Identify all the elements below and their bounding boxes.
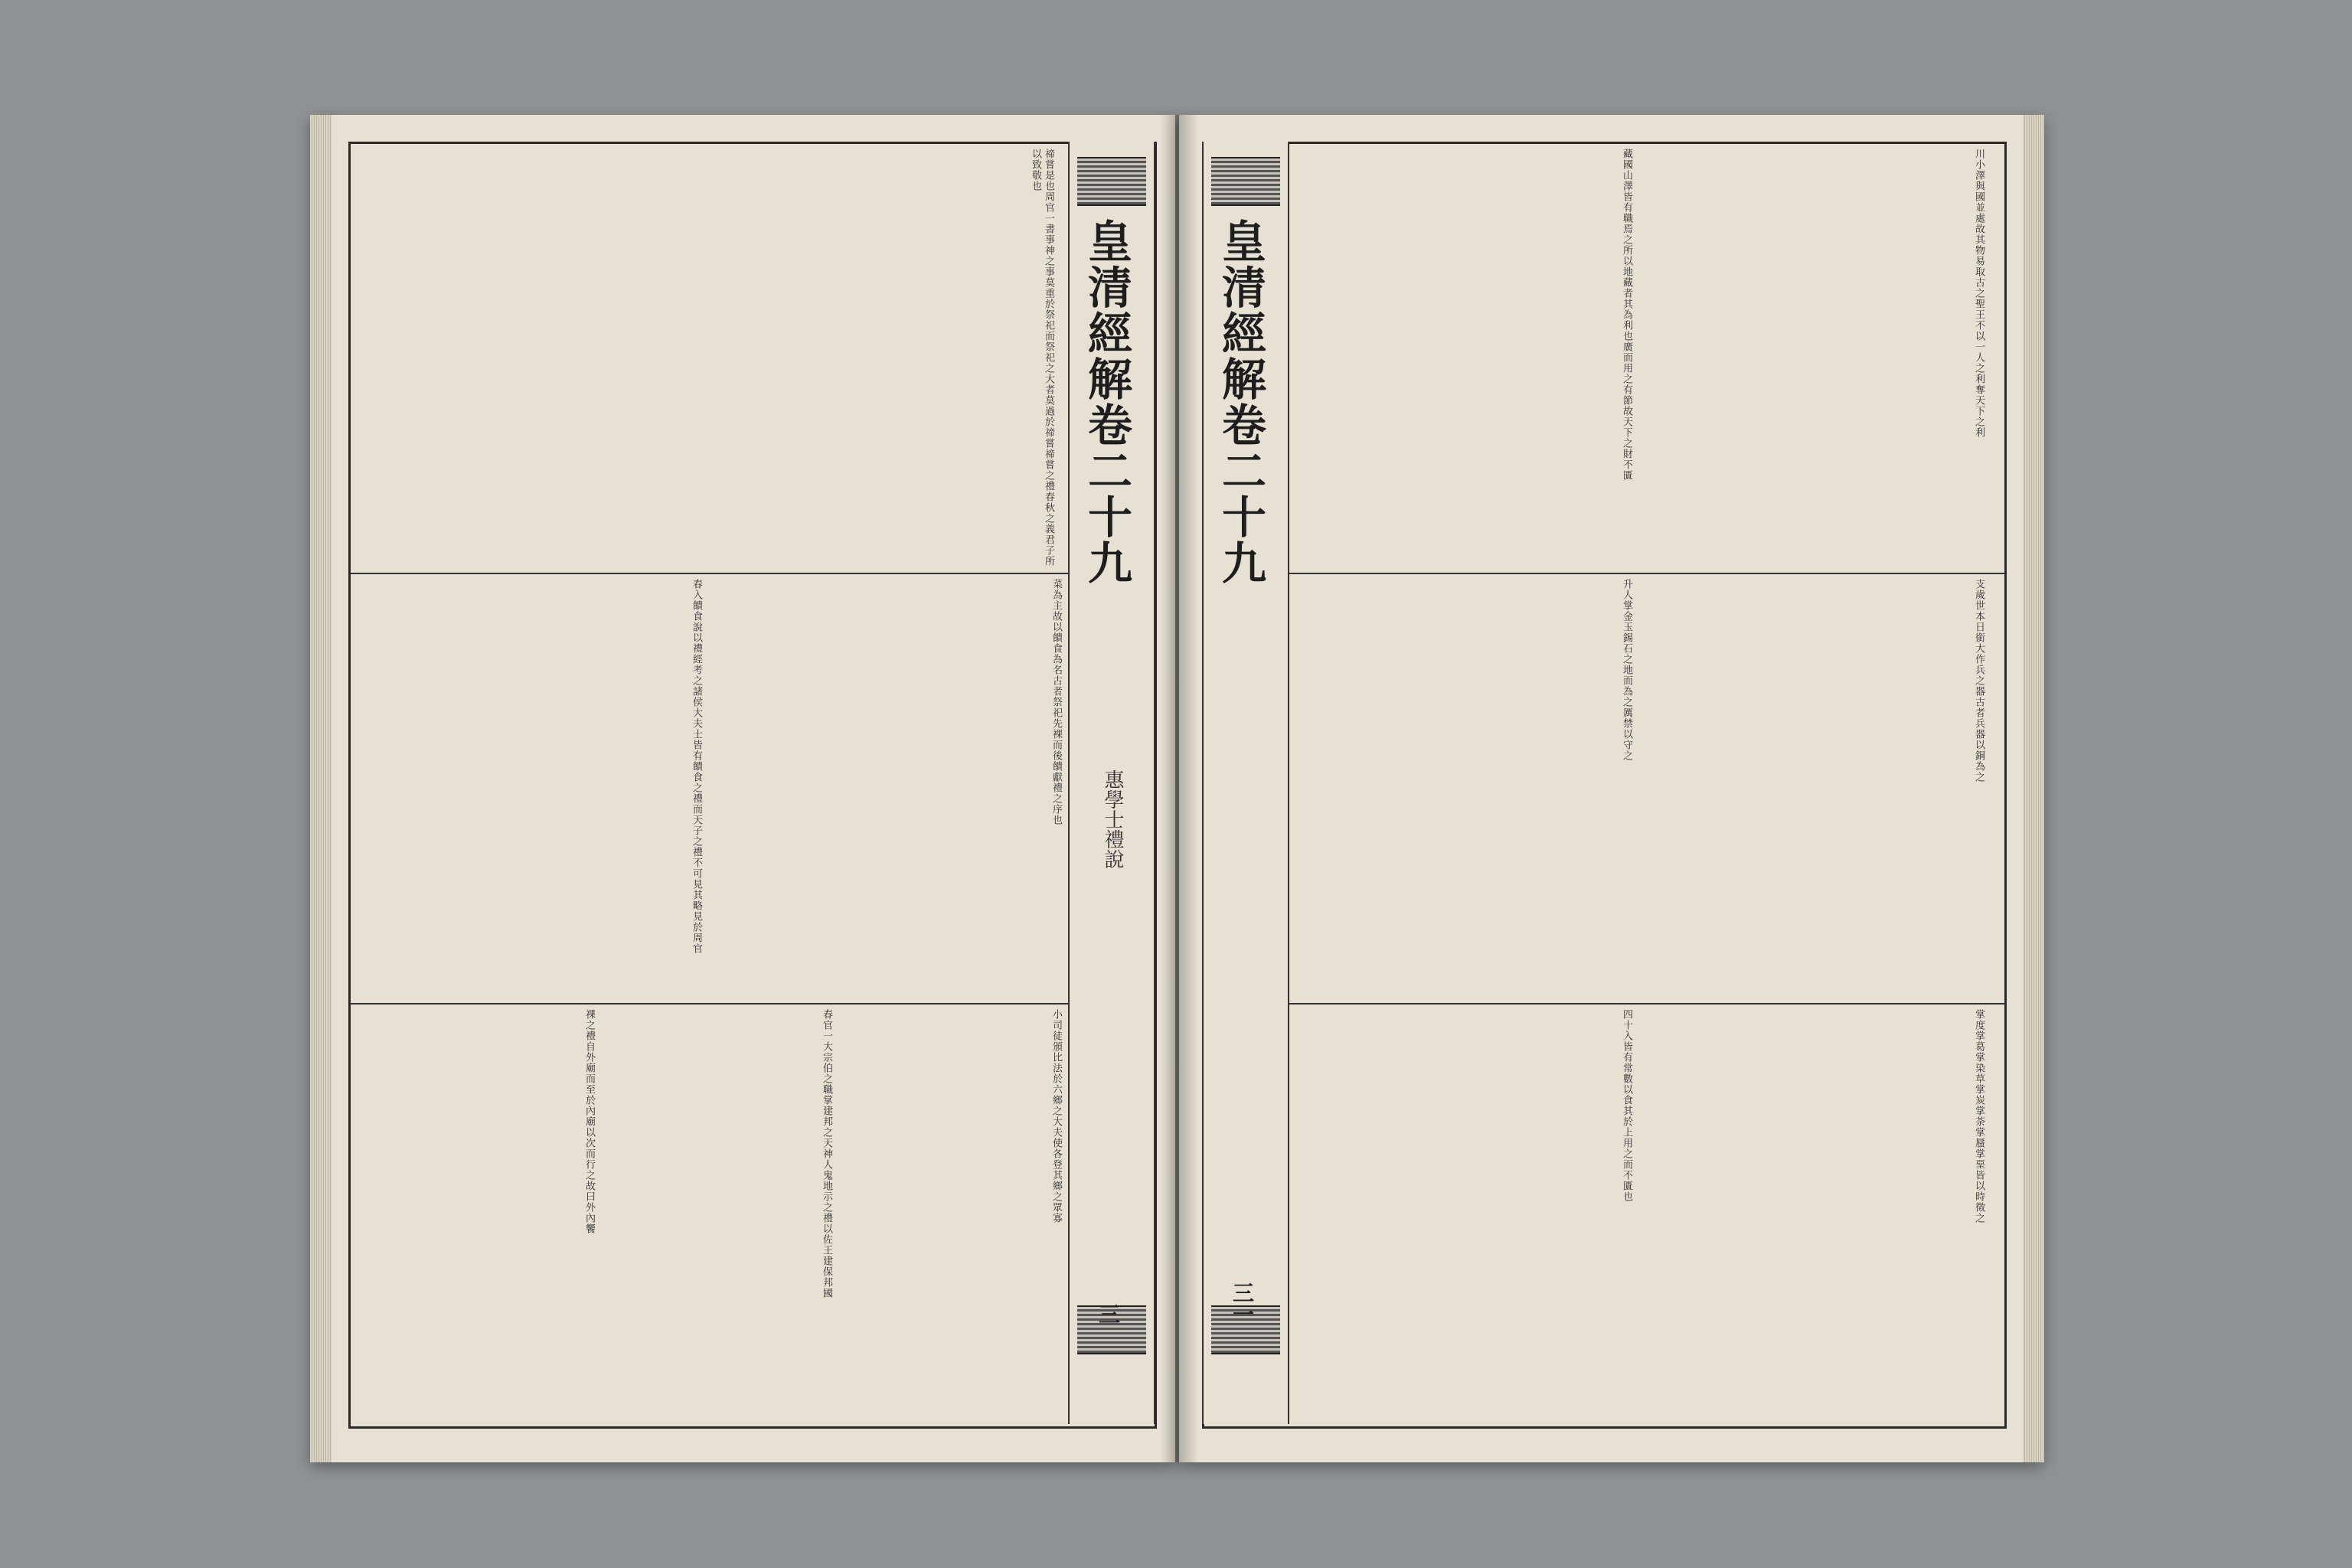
page-edges-right <box>2023 115 2044 1462</box>
fish-tail-mark <box>1211 157 1280 206</box>
book-gutter <box>1160 115 1198 1462</box>
left-text-block-4: 祼之禮自外廟而至於內廟以次而行之故曰外內饗 <box>583 1009 595 1234</box>
fish-tail-mark <box>1077 157 1146 206</box>
left-text-frame <box>348 142 1157 1429</box>
left-text-block-3: 菜為主故以饋食為名古者祭祀先裸而後饋獻禮之序也 <box>1050 579 1062 825</box>
right-band-middle <box>1204 574 2004 1004</box>
right-text-block-6: 掌度掌葛掌染草掌炭掌荼掌蜃掌堊皆以時徵之 <box>1973 1009 1984 1223</box>
left-running-title: 皇清經解卷二十九 <box>1080 218 1132 586</box>
right-folio-number: 三一 <box>1230 1282 1255 1325</box>
right-running-title: 皇清經解卷二十九 <box>1214 218 1266 586</box>
right-text-block-4: 支歲世本日銜大作兵之器古者兵器以銅為之 <box>1973 579 1984 782</box>
right-text-block-1: 藏國山澤皆有職焉之所以地藏者其為利也廣而用之有節故天下之財不匱 <box>1621 149 1632 481</box>
right-band-bottom <box>1204 1004 2004 1422</box>
left-band-middle <box>351 574 1155 1004</box>
right-text-block-3: 升人掌金玉錫石之地而為之厲禁以守之 <box>1621 579 1632 761</box>
right-center-column <box>1202 142 1289 1424</box>
right-text-frame <box>1202 142 2007 1429</box>
left-text-block-2: 春入饋食說以禮經考之諸侯大夫士皆有饋食之禮而天子之禮不可見其略見於周官 <box>691 579 702 954</box>
left-center-column <box>1068 142 1155 1424</box>
left-text-block-1: 禘嘗是也周官一書事神之事莫重於祭祀而祭祀之大者莫過於禘嘗禘嘗之禮春秋之義君子所以致敬也 <box>1030 149 1054 567</box>
right-text-block-2: 川小澤與國並處故其物易取古之聖王不以一人之利奪天下之利 <box>1973 149 1984 438</box>
left-subtitle: 惠學士禮說 <box>1101 769 1124 869</box>
left-band-top <box>351 144 1155 574</box>
left-text-block-6: 小司徒頒比法於六鄉之大夫使各登其鄉之眾寡 <box>1050 1009 1062 1223</box>
right-text-block-5: 四十入皆有常數以食其於上用之而不匱也 <box>1621 1009 1632 1202</box>
right-band-top <box>1204 144 2004 574</box>
left-band-bottom <box>351 1004 1155 1422</box>
left-folio-number: 三 <box>1096 1303 1121 1325</box>
page-edges-left <box>310 115 332 1462</box>
left-text-block-5: 春官一大宗伯之職掌建邦之天神人鬼地示之禮以佐王建保邦國 <box>821 1009 832 1298</box>
